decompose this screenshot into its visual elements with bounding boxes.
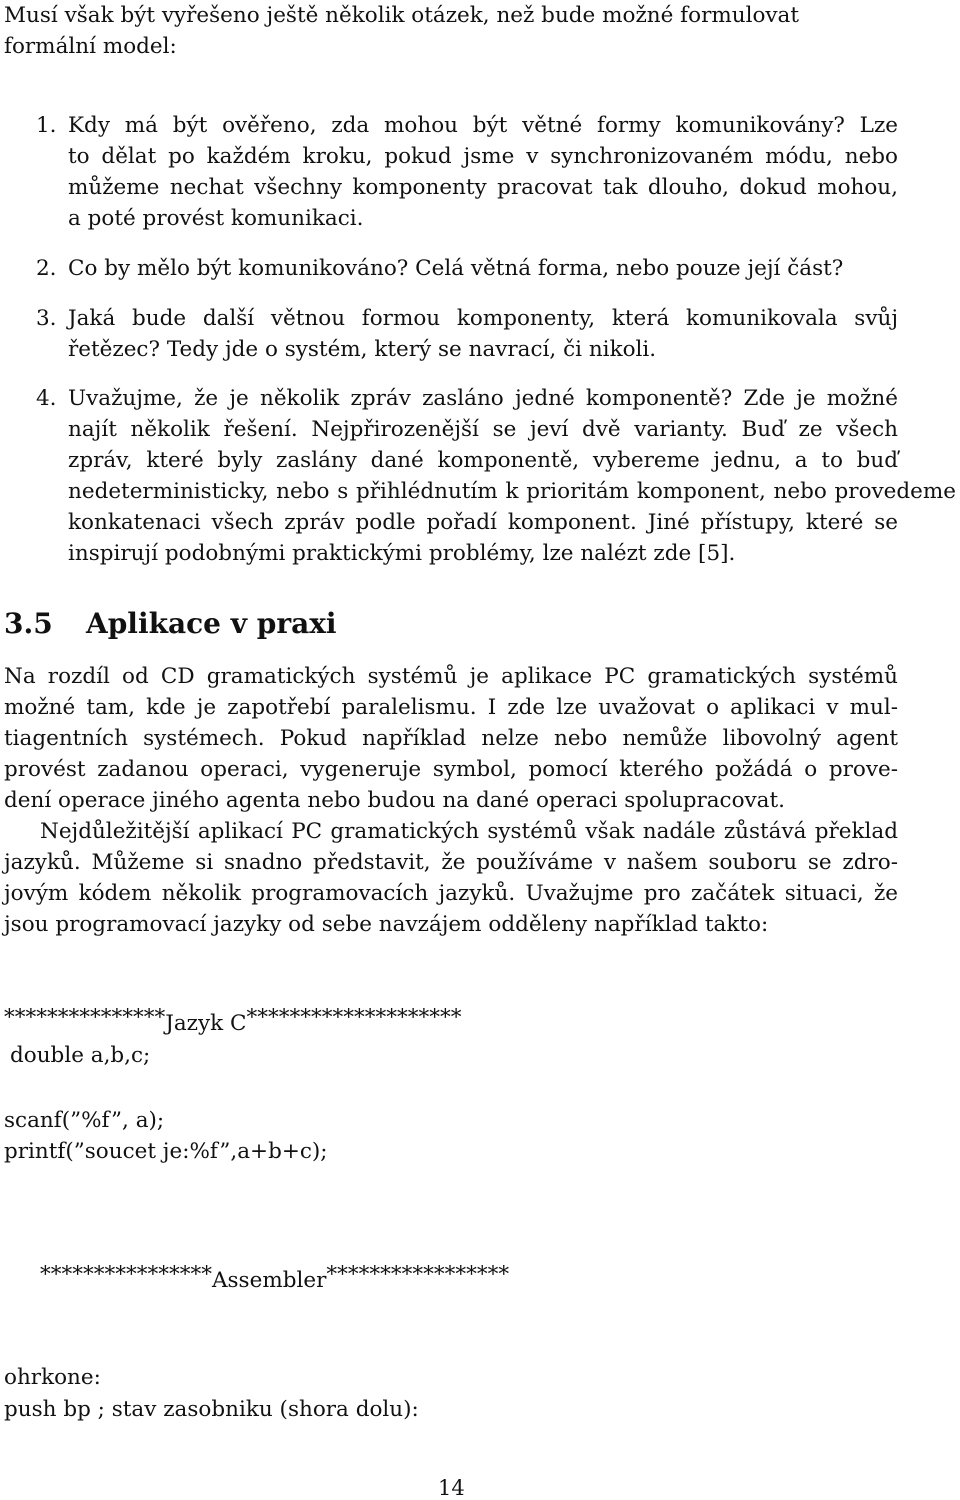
code-line: printf(”soucet je:%f”,a+b+c); (4, 1139, 328, 1164)
language-label: Assembler (212, 1268, 327, 1293)
paragraph-line: provést zadanou operaci, vygeneruje symbol, pomocí kterého požádá o prove- (4, 757, 898, 782)
code-line: double a,b,c; (10, 1043, 151, 1068)
asterisks: ******************** (246, 1005, 462, 1030)
section-title: Aplikace v praxi (86, 607, 337, 640)
paragraph-line: tiagentních systémech. Pokud například nelze nebo nemůže libovolný agent (4, 726, 898, 751)
asterisks: *************** (4, 1005, 166, 1030)
paragraph-line: jazyků. Můžeme si snadno představit, že používáme v našem souboru se zdro- (4, 850, 898, 875)
list-item-line: Uvažujme, že je několik zpráv zasláno jedné komponentě? Zde je možné (68, 386, 898, 411)
asterisks: ***************** (326, 1262, 510, 1287)
list-number: 3. (36, 306, 57, 331)
paragraph-line: Na rozdíl od CD gramatických systémů je aplikace PC gramatických systémů (4, 664, 898, 689)
intro-line: formální model: (4, 34, 177, 59)
list-number: 2. (36, 256, 57, 281)
list-item-line: konkatenaci všech zpráv podle pořadí komponent. Jiné přístupy, které se (68, 510, 898, 535)
list-item-line: nedeterministicky, nebo s přihlédnutím k prioritám komponent, nebo provedeme (68, 479, 956, 504)
list-item-line: to dělat po každém kroku, pokud jsme v synchronizovaném módu, nebo (68, 144, 898, 169)
asterisks: **************** (40, 1262, 212, 1287)
code-line: ohrkone: (4, 1365, 101, 1390)
list-item-line: Co by mělo být komunikováno? Celá větná forma, nebo pouze její část? (68, 256, 844, 281)
paragraph-line: Nejdůležitější aplikací PC gramatických systémů však nadále zůstává překlad (40, 819, 898, 844)
language-label: Jazyk C (165, 1011, 247, 1036)
code-line: scanf(”%f”, a); (4, 1108, 165, 1133)
list-number: 4. (36, 386, 57, 411)
paragraph-line: dení operace jiného agenta nebo budou na dané operaci spolupracovat. (4, 788, 785, 813)
code-header-c (4, 1005, 462, 1036)
list-item-line: najít několik řešení. Nejpřirozenější se jeví dvě varianty. Buď ze všech (68, 417, 898, 442)
list-item-line: řetězec? Tedy jde o systém, který se navrací, či nikoli. (68, 337, 657, 362)
code-line: push bp ; stav zasobniku (shora dolu): (4, 1397, 419, 1422)
intro-line: Musí však být vyřešeno ještě několik otázek, než bude možné formulovat (4, 3, 800, 28)
page-number: 14 (438, 1476, 465, 1500)
code-header-asm (40, 1262, 510, 1293)
list-item-line: zpráv, které byly zaslány dané komponentě, vybereme jednu, a to buď (68, 448, 898, 473)
section-number: 3.5 (4, 607, 53, 640)
paragraph-line: možné tam, kde je zapotřebí paralelismu. I zde lze uvažovat o aplikaci v mul- (4, 695, 898, 720)
list-item-line: inspirují podobnými praktickými problémy, lze nalézt zde [5]. (68, 541, 736, 566)
list-item-line: můžeme nechat všechny komponenty pracovat tak dlouho, dokud mohou, (68, 175, 898, 200)
list-number: 1. (36, 113, 57, 138)
list-item-line: a poté provést komunikaci. (68, 206, 364, 231)
paragraph-line: jsou programovací jazyky od sebe navzájem odděleny například takto: (4, 912, 769, 937)
list-item-line: Kdy má být ověřeno, zda mohou být větné formy komunikovány? Lze (68, 113, 898, 138)
paragraph-line: jovým kódem několik programovacích jazyků. Uvažujme pro začátek situaci, že (4, 881, 898, 906)
list-item-line: Jaká bude další větnou formou komponenty, která komunikovala svůj (68, 306, 898, 331)
